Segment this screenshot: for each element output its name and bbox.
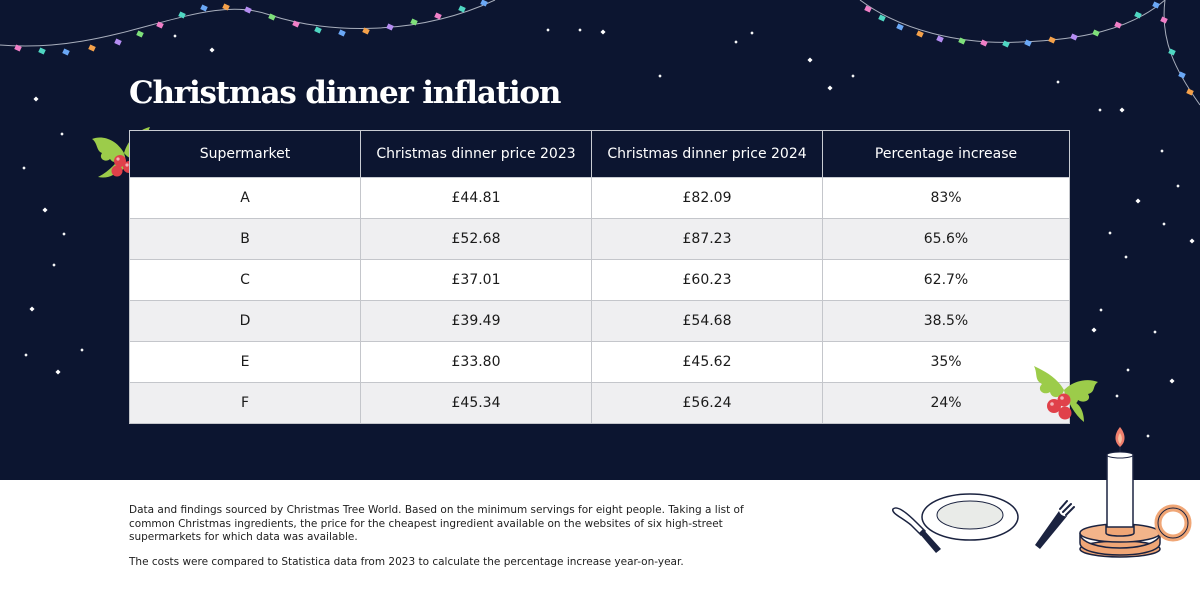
- candle-icon: [1080, 427, 1188, 557]
- cell-price-2023: £45.34: [361, 383, 592, 424]
- cell-supermarket: E: [130, 342, 361, 383]
- star-icon: [1176, 184, 1179, 187]
- star-icon: [1115, 394, 1118, 397]
- string-light-bulb-icon: [1002, 40, 1010, 47]
- star-icon: [1160, 149, 1163, 152]
- table-row: [130, 219, 1070, 260]
- table-row: [130, 178, 1070, 219]
- star-icon: [209, 47, 214, 52]
- cell-price-2024: £60.23: [592, 260, 823, 301]
- string-light-bulb-icon: [1152, 1, 1160, 8]
- star-icon: [578, 28, 581, 31]
- dinner-scene-illustration: [885, 425, 1200, 600]
- fork-icon: [1035, 501, 1074, 549]
- star-icon: [60, 132, 63, 135]
- star-icon: [52, 263, 55, 266]
- string-light-bulb-icon: [458, 5, 466, 12]
- star-icon: [22, 166, 25, 169]
- string-light-bulb-icon: [896, 23, 904, 30]
- header-percentage-increase: Percentage increase: [823, 131, 1070, 178]
- header-supermarket: Supermarket: [130, 131, 361, 178]
- cell-percentage: 65.6%: [823, 219, 1070, 260]
- star-icon: [1189, 238, 1194, 243]
- cell-price-2023: £33.80: [361, 342, 592, 383]
- string-light-bulb-icon: [62, 48, 70, 55]
- star-icon: [1124, 255, 1127, 258]
- string-light-bulb-icon: [244, 6, 252, 13]
- header-price-2024: Christmas dinner price 2024: [592, 131, 823, 178]
- star-icon: [1169, 378, 1174, 383]
- star-icon: [173, 34, 176, 37]
- cell-price-2024: £87.23: [592, 219, 823, 260]
- cell-price-2023: £44.81: [361, 178, 592, 219]
- star-icon: [1099, 308, 1102, 311]
- price-table: [129, 130, 1070, 424]
- plate-icon: [922, 494, 1018, 540]
- string-light-bulb-icon: [386, 23, 394, 30]
- string-light-bulb-icon: [980, 39, 988, 46]
- cell-percentage: 62.7%: [823, 260, 1070, 301]
- star-icon: [807, 57, 812, 62]
- cell-price-2023: £39.49: [361, 301, 592, 342]
- string-light-bulb-icon: [200, 4, 208, 11]
- cell-supermarket: B: [130, 219, 361, 260]
- page-title: Christmas dinner inflation: [129, 75, 561, 111]
- cell-percentage: 24%: [823, 383, 1070, 424]
- star-icon: [827, 85, 832, 90]
- star-icon: [80, 348, 83, 351]
- star-icon: [750, 31, 753, 34]
- star-icon: [1162, 222, 1165, 225]
- star-icon: [600, 29, 605, 34]
- header-price-2023: Christmas dinner price 2023: [361, 131, 592, 178]
- cell-percentage: 35%: [823, 342, 1070, 383]
- star-icon: [546, 28, 549, 31]
- table-row: [130, 383, 1070, 424]
- cell-price-2024: £45.62: [592, 342, 823, 383]
- footer-notes: [129, 504, 749, 580]
- star-icon: [33, 96, 38, 101]
- string-light-bulb-icon: [434, 12, 442, 19]
- string-light-bulb-icon: [1070, 33, 1078, 40]
- cell-percentage: 83%: [823, 178, 1070, 219]
- string-light-bulb-icon: [338, 29, 346, 36]
- string-light-bulb-icon: [916, 30, 924, 37]
- star-icon: [658, 74, 661, 77]
- cell-supermarket: F: [130, 383, 361, 424]
- star-icon: [1135, 198, 1140, 203]
- string-light-bulb-icon: [38, 47, 46, 54]
- star-icon: [29, 306, 34, 311]
- cell-price-2024: £54.68: [592, 301, 823, 342]
- star-icon: [851, 74, 854, 77]
- string-light-bulb-icon: [1092, 29, 1100, 36]
- star-icon: [1153, 330, 1156, 333]
- cell-supermarket: D: [130, 301, 361, 342]
- star-icon: [1098, 108, 1101, 111]
- table-header-row: [130, 131, 1070, 178]
- string-light-bulb-icon: [114, 38, 122, 45]
- cell-price-2023: £37.01: [361, 260, 592, 301]
- table-row: [130, 342, 1070, 383]
- cell-supermarket: A: [130, 178, 361, 219]
- footer-paragraph-sources: Data and findings sourced by Christmas Tree World. Based on the minimum servings for eight people. Taking a list of common Christmas ingredients, the price for the cheapest ingredient available on the websites of six high-street supermarkets for which data was available.: [129, 504, 744, 543]
- cell-price-2024: £82.09: [592, 178, 823, 219]
- cell-supermarket: C: [130, 260, 361, 301]
- string-light-bulb-icon: [136, 30, 144, 37]
- string-light-bulb-icon: [156, 21, 164, 28]
- string-light-bulb-icon: [1160, 16, 1168, 23]
- cell-price-2023: £52.68: [361, 219, 592, 260]
- star-icon: [24, 353, 27, 356]
- string-light-bulb-icon: [1024, 39, 1032, 46]
- string-light-bulb-icon: [864, 5, 872, 12]
- star-icon: [1108, 231, 1111, 234]
- string-light-bulb-icon: [1048, 36, 1056, 43]
- table-row: [130, 260, 1070, 301]
- star-icon: [55, 369, 60, 374]
- star-icon: [42, 207, 47, 212]
- table-row: [130, 301, 1070, 342]
- star-icon: [1126, 368, 1129, 371]
- star-icon: [1119, 107, 1124, 112]
- star-icon: [62, 232, 65, 235]
- string-light-bulb-icon: [88, 44, 96, 51]
- star-icon: [1091, 327, 1096, 332]
- string-light-bulb-icon: [936, 35, 944, 42]
- cell-percentage: 38.5%: [823, 301, 1070, 342]
- footer-paragraph-method: The costs were compared to Statistica data from 2023 to calculate the percentage increase year-on-year.: [129, 555, 684, 568]
- string-light-bulb-icon: [1134, 11, 1142, 18]
- star-icon: [1056, 80, 1059, 83]
- star-icon: [734, 40, 737, 43]
- cell-price-2024: £56.24: [592, 383, 823, 424]
- string-light-bulb-icon: [314, 26, 322, 33]
